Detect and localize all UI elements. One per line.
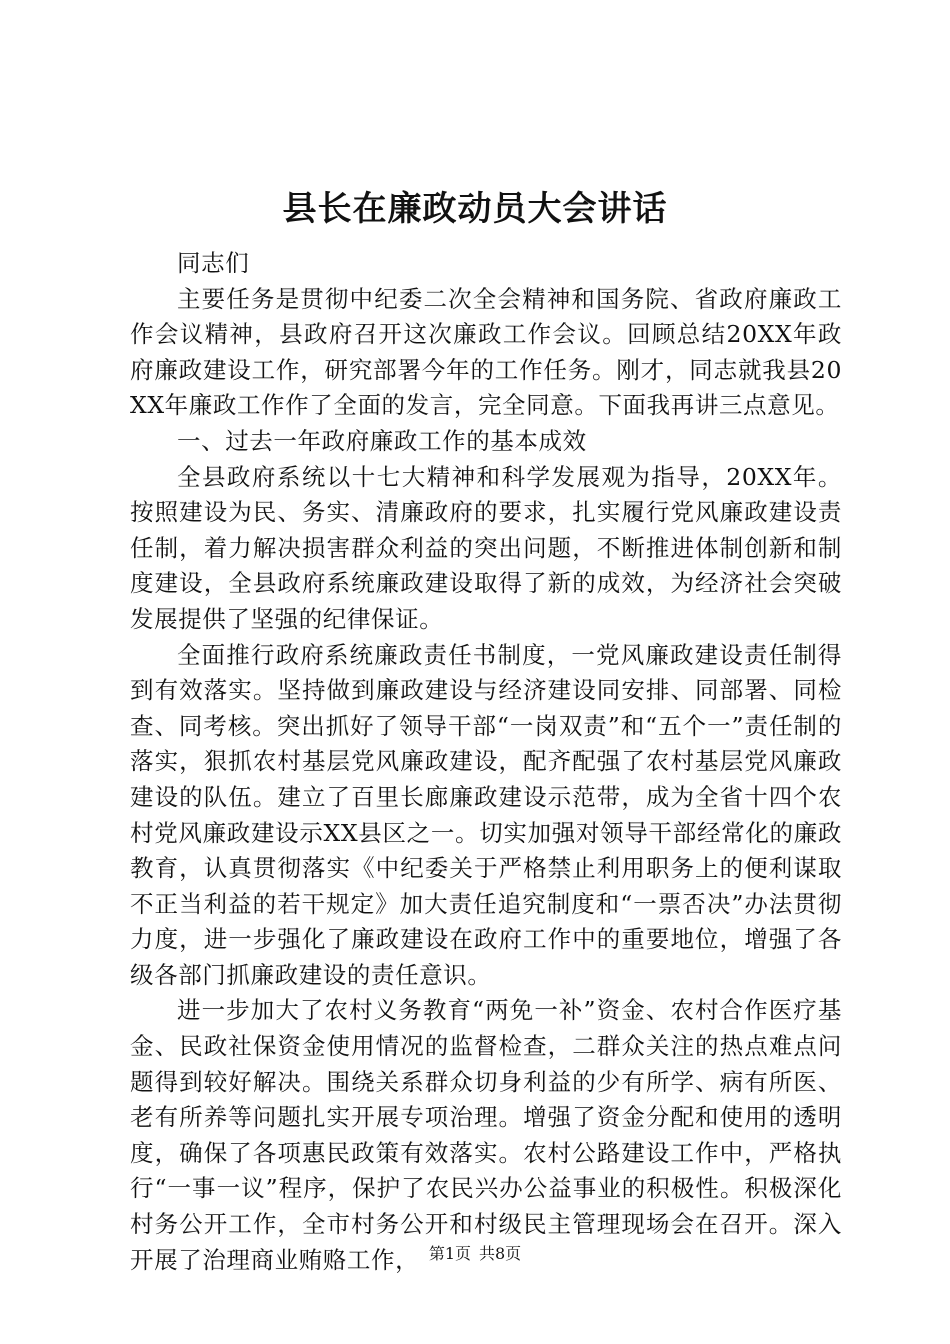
page-total: 共8页 — [479, 1244, 522, 1263]
salutation: 同志们 — [177, 249, 250, 277]
paragraph: 主要任务是贯彻中纪委二次全会精神和国务院、省政府廉政工作会议精神，县政府召开这次廉政工作会议。回顾总结20XX年政府廉政建设工作，研究部署今年的工作任务。刚才，同志就我县20XX年廉政工作作了全面的发言，完全同意。下面我再讲三点意见。 — [130, 284, 842, 420]
page-number: 第1页 — [428, 1244, 471, 1263]
section-heading: 一、过去一年政府廉政工作的基本成效 — [177, 426, 587, 455]
paragraph: 全县政府系统以十七大精神和科学发展观为指导，20XX年。按照建设为民、务实、清廉政府的要求，扎实履行党风廉政建设责任制，着力解决损害群众利益的突出问题，不断推进体制创新和制度建设，全县政府系统廉政建设取得了新的成效，为经济社会突破发展提供了坚强的纪律保证。 — [130, 462, 842, 633]
paragraph: 全面推行政府系统廉政责任书制度，一党风廉政建设责任制得到有效落实。坚持做到廉政建设与经济建设同安排、同部署、同检查、同考核。突出抓好了领导干部“一岗双责”和“五个一”责任制的落实，狠抓农村基层党风廉政建设，配齐配强了农村基层党风廉政建设的队伍。建立了百里长廊廉政建设示范带，成为全省十四个农村党风廉政建设示XX县区之一。切实加强对领导干部经常化的廉政教育，认真贯彻落实《中纪委关于严格禁止利用职务上的便利谋取不正当利益的若干规定》加大责任追究制度和“一票否决”办法贯彻力度，进一步强化了廉政建设在政府工作中的重要地位，增强了各级各部门抓廉政建设的责任意识。 — [130, 640, 842, 989]
page-footer — [0, 1244, 950, 1264]
document-body — [130, 246, 842, 1278]
paragraph: 进一步加大了农村义务教育“两免一补”资金、农村合作医疗基金、民政社保资金使用情况的监督检查，二群众关注的热点难点问题得到较好解决。围绕关系群众切身利益的少有所学、病有所医、老有所养等问题扎实开展专项治理。增强了资金分配和使用的透明度，确保了各项惠民政策有效落实。农村公路建设工作中，严格执行“一事一议”程序，保护了农民兴办公益事业的积极性。积极深化村务公开工作，全市村务公开和村级民主管理现场会在召开。深入开展了治理商业贿赂工作， — [130, 996, 842, 1274]
document-title: 县长在廉政动员大会讲话 — [282, 189, 668, 229]
